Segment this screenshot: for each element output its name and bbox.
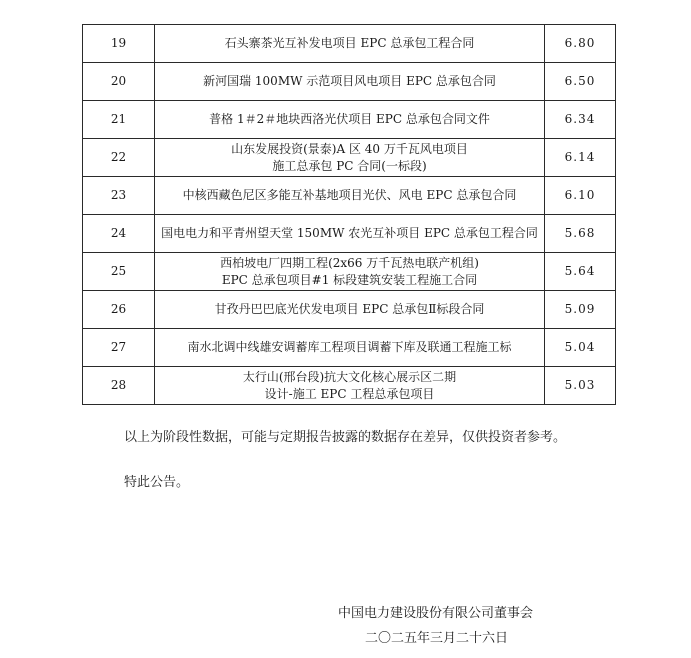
- row-number: 28: [83, 367, 155, 405]
- project-name-cell: [155, 63, 545, 101]
- contract-amount: 6.34: [545, 101, 616, 139]
- row-number: 22: [83, 139, 155, 177]
- contract-amount: 5.04: [545, 329, 616, 367]
- table-row: [83, 101, 616, 139]
- contract-amount: 5.68: [545, 215, 616, 253]
- board-signature: 中国电力建设股份有限公司董事会: [338, 606, 534, 621]
- project-name-line: 设计-施工 EPC 工程总承包项目: [264, 386, 435, 401]
- table-row: [83, 291, 616, 329]
- row-number: 19: [83, 25, 155, 63]
- contract-amount: 5.09: [545, 291, 616, 329]
- table-row: [83, 329, 616, 367]
- project-name-cell: [155, 177, 545, 215]
- project-name-cell: [155, 253, 545, 291]
- table-row: [83, 367, 616, 405]
- project-name-line: 中核西藏色尼区多能互补基地项目光伏、风电 EPC 总承包合同: [182, 188, 517, 202]
- contract-amount: 6.10: [545, 177, 616, 215]
- row-number: 26: [83, 291, 155, 329]
- row-number: 20: [83, 63, 155, 101]
- project-name-line: 国电电力和平青州望天堂 150MW 农光互补项目 EPC 总承包工程合同: [161, 226, 538, 240]
- project-name-line: 西柏坡电厂四期工程(2x66 万千瓦热电联产机组): [220, 255, 479, 270]
- contract-amount: 6.50: [545, 63, 616, 101]
- row-number: 23: [83, 177, 155, 215]
- table-row: [83, 63, 616, 101]
- project-name-line: 山东发展投资(景泰)A 区 40 万千瓦风电项目: [231, 141, 468, 156]
- contract-amount: 6.80: [545, 25, 616, 63]
- disclaimer-note: 以上为阶段性数据，可能与定期报告披露的数据存在差异，仅供投资者参考。: [124, 430, 567, 445]
- table-row: [83, 139, 616, 177]
- table-row: [83, 25, 616, 63]
- project-name-line: EPC 总承包项目#1 标段建筑安装工程施工合同: [221, 272, 478, 287]
- contract-amount: 6.14: [545, 139, 616, 177]
- contract-amount: 5.64: [545, 253, 616, 291]
- contract-amount: 5.03: [545, 367, 616, 405]
- project-name-cell: [155, 215, 545, 253]
- project-name-cell: [155, 25, 545, 63]
- project-name-line: 南水北调中线雄安调蓄库工程项目调蓄下库及联通工程施工标: [187, 340, 512, 354]
- project-name-line: 施工总承包 PC 合同(一标段): [272, 158, 427, 173]
- row-number: 25: [83, 253, 155, 291]
- row-number: 21: [83, 101, 155, 139]
- table-row: [83, 215, 616, 253]
- project-name-line: 普格 1＃2＃地块西洛光伏项目 EPC 总承包合同文件: [209, 112, 490, 126]
- project-name-line: 石头寨茶光互补发电项目 EPC 总承包工程合同: [224, 36, 475, 50]
- row-number: 27: [83, 329, 155, 367]
- table-row: [83, 177, 616, 215]
- announcement-date: 二〇二五年三月二十六日: [365, 631, 509, 646]
- table-row: [83, 253, 616, 291]
- project-name-cell: [155, 101, 545, 139]
- project-name-line: 太行山(邢台段)抗大文化核心展示区二期: [242, 369, 457, 384]
- project-name-cell: [155, 291, 545, 329]
- project-name-cell: [155, 367, 545, 405]
- project-name-cell: [155, 139, 545, 177]
- row-number: 24: [83, 215, 155, 253]
- project-name-line: 甘孜丹巴巴底光伏发电项目 EPC 总承包Ⅱ标段合同: [214, 302, 485, 316]
- project-name-cell: [155, 329, 545, 367]
- closing-statement: 特此公告。: [124, 475, 190, 490]
- contract-table: [82, 24, 616, 405]
- project-name-line: 新河国瑞 100MW 示范项目风电项目 EPC 总承包合同: [203, 74, 496, 88]
- contract-table-body: [83, 25, 616, 405]
